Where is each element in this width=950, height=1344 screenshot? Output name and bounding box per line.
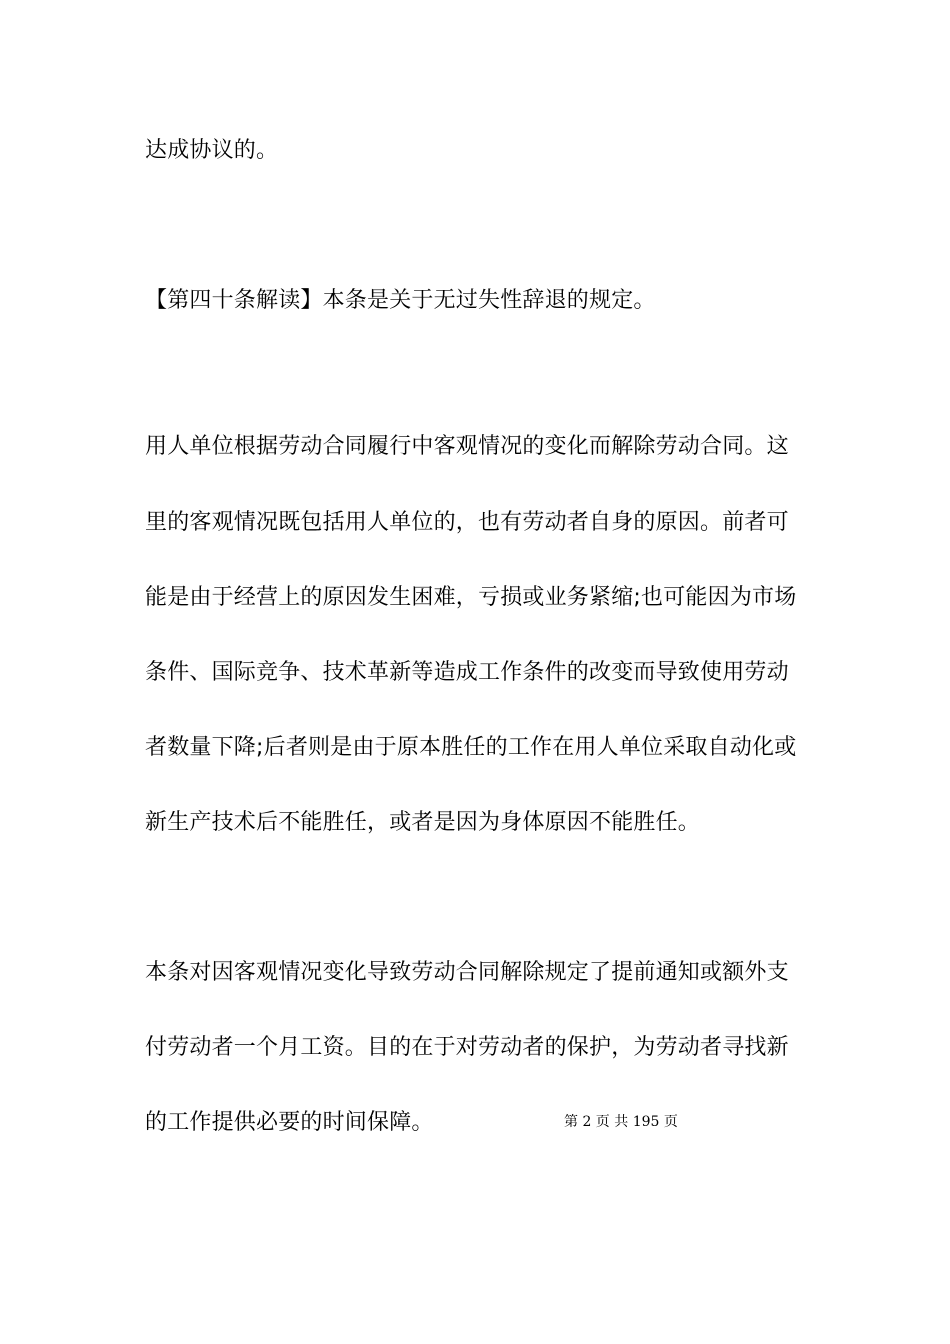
paragraph-line: 用人单位根据劳动合同履行中客观情况的变化而解除劳动合同。这 [145,434,789,459]
paragraph-line: 本条对因客观情况变化导致劳动合同解除规定了提前通知或额外支 [145,960,789,985]
paragraph-line: 能是由于经营上的原因发生困难，亏损或业务紧缩;也可能因为市场 [145,585,797,610]
paragraph-line: 的工作提供必要的时间保障。 [145,1110,434,1135]
paragraph-line: 里的客观情况既包括用人单位的，也有劳动者自身的原因。前者可 [145,510,789,535]
paragraph-line: 付劳动者一个月工资。目的在于对劳动者的保护，为劳动者寻找新 [145,1035,789,1060]
page-number: 第 2 页 共 195 页 [564,1114,678,1130]
section-heading: 【第四十条解读】本条是关于无过失性辞退的规定。 [145,288,656,313]
paragraph-line: 新生产技术后不能胜任，或者是因为身体原因不能胜任。 [145,810,701,835]
paragraph-line: 者数量下降;后者则是由于原本胜任的工作在用人单位采取自动化或 [145,735,797,760]
paragraph-line: 达成协议的。 [145,138,279,163]
paragraph-line: 条件、国际竞争、技术革新等造成工作条件的改变而导致使用劳动 [145,660,789,685]
